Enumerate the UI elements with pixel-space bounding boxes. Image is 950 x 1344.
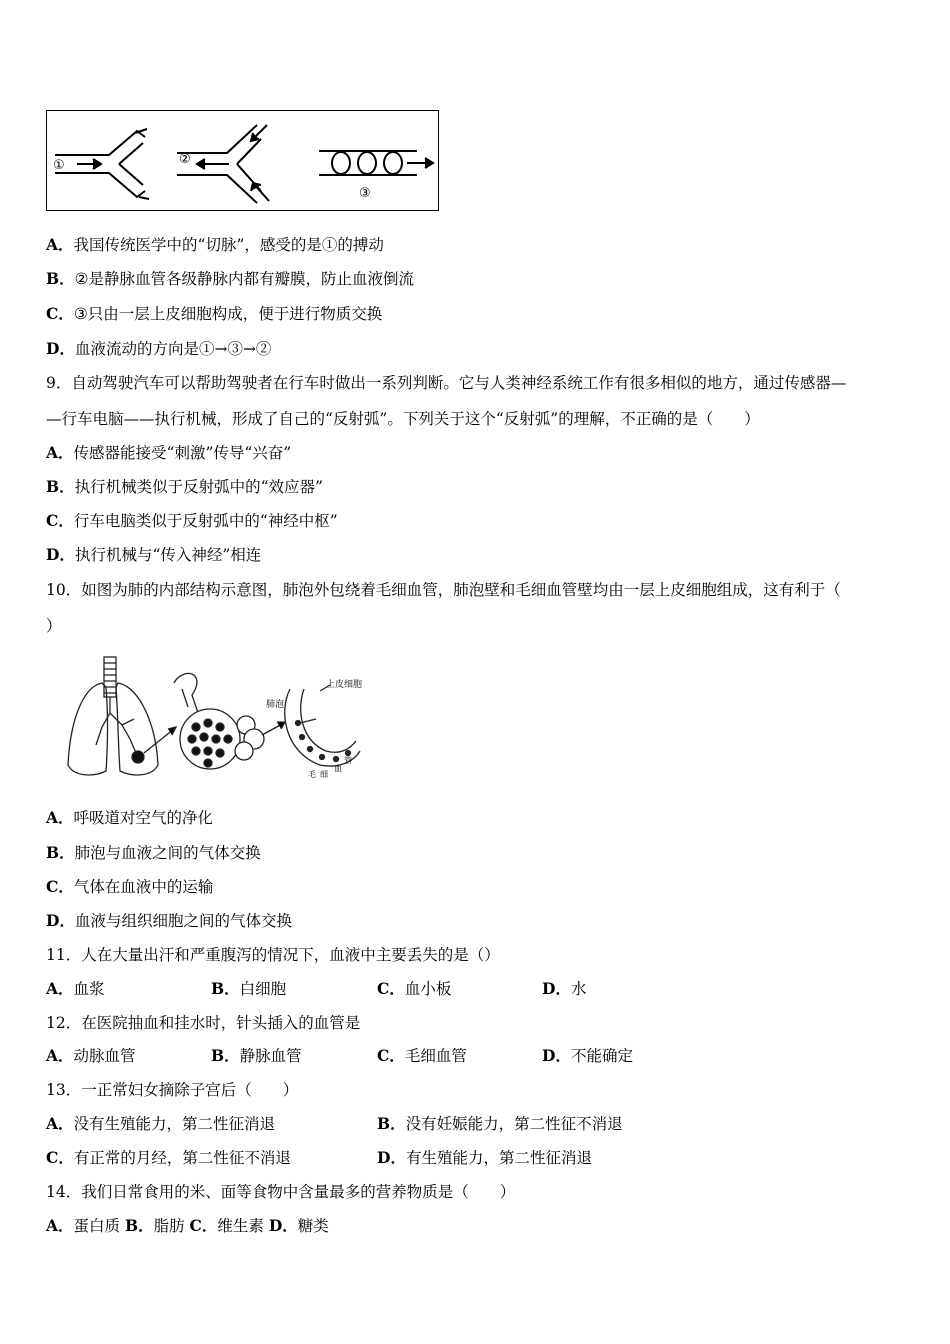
option-letter: D． [542, 1046, 571, 1065]
lung-structure-figure [64, 653, 370, 781]
option-text: 蛋白质 [73, 1217, 121, 1235]
option-letter: D． [377, 1148, 406, 1167]
q14-stem: 14．我们日常食用的米、面等食物中含量最多的营养物质是（ ） [46, 1183, 516, 1201]
option-letter: D． [46, 911, 75, 930]
option-letter: D． [46, 339, 75, 358]
label-epithelium: 上皮细胞 [326, 680, 363, 690]
q9-option-a [46, 443, 291, 463]
option-letter: B． [124, 1216, 154, 1235]
option-text: 脂肪 [153, 1217, 185, 1235]
option-letter: B． [46, 843, 75, 862]
q13-option-a [46, 1114, 275, 1134]
option-letter: D． [268, 1216, 298, 1235]
option-letter: B． [46, 477, 75, 496]
option-text: 没有妊娠能力，第二性征不消退 [405, 1115, 623, 1133]
q11-option-c [377, 979, 451, 999]
label-capillary-4: 管 [344, 756, 352, 765]
option-text: 执行机械与“传入神经”相连 [74, 546, 262, 564]
q10-option-c [46, 877, 213, 897]
option-text: 静脉血管 [239, 1047, 302, 1065]
q10-option-a [46, 808, 213, 828]
option-letter: A． [46, 1216, 74, 1235]
q10-stem-line1: 10．如图为肺的内部结构示意图，肺泡外包绕着毛细血管，肺泡壁和毛细血管壁均由一层上皮细胞组成，这有利于（ [46, 581, 841, 599]
option-text: 不能确定 [570, 1047, 633, 1065]
label-alveolus: 肺泡 [266, 700, 285, 710]
option-text: 传感器能接受“刺激”传导“兴奋” [73, 444, 292, 462]
q11-option-b [211, 979, 286, 999]
option-text: 血浆 [73, 980, 105, 998]
q12-option-c [377, 1046, 467, 1066]
option-letter: B． [377, 1114, 406, 1133]
option-letter: D． [542, 979, 571, 998]
q13-option-b [377, 1114, 623, 1134]
q9-option-c [46, 511, 338, 531]
q10-stem-line2: ） [46, 617, 62, 635]
option-text: 白细胞 [239, 980, 287, 998]
q12-option-d [542, 1046, 633, 1066]
option-text: 行车电脑类似于反射弧中的“神经中枢” [73, 512, 338, 530]
option-text: 执行机械类似于反射弧中的“效应器” [74, 478, 323, 496]
option-text: 气体在血液中的运输 [73, 878, 214, 896]
option-letter: D． [46, 545, 75, 564]
option-letter: A． [46, 1114, 74, 1133]
q9-stem-line1: 9．自动驾驶汽车可以帮助驾驶者在行车时做出一系列判断。它与人类神经系统工作有很多相似的地方，通过传感器— [46, 374, 847, 392]
option-letter: A． [46, 443, 74, 462]
q10-option-d [46, 911, 292, 931]
blood-vessel-diagram [47, 111, 440, 212]
option-letter: B． [46, 269, 75, 288]
option-letter: C． [46, 877, 74, 896]
option-text: 血液与组织细胞之间的气体交换 [74, 912, 292, 930]
option-text: 血小板 [404, 980, 452, 998]
blood-vessel-figure [46, 110, 439, 211]
option-text: 有生殖能力，第二性征消退 [405, 1149, 592, 1167]
q8-option-a [46, 235, 384, 255]
option-text: 糖类 [297, 1217, 329, 1235]
option-text: 肺泡与血液之间的气体交换 [74, 844, 261, 862]
q9-option-d [46, 545, 261, 565]
q14-option-d [269, 1217, 329, 1235]
lung-structure-diagram [64, 653, 370, 781]
vessel-label-2: ② [179, 152, 191, 167]
q13-stem: 13．一正常妇女摘除子宫后（ ） [46, 1081, 299, 1099]
q8-option-c [46, 304, 382, 324]
label-capillary-3: 血 [334, 764, 342, 773]
option-text: 动脉血管 [73, 1047, 136, 1065]
option-letter: A． [46, 979, 74, 998]
option-text: ③只由一层上皮细胞构成，便于进行物质交换 [73, 305, 383, 323]
q12-option-a [46, 1046, 136, 1066]
option-letter: B． [211, 1046, 240, 1065]
q11-stem: 11．人在大量出汗和严重腹泻的情况下，血液中主要丢失的是（） [46, 946, 500, 964]
q13-option-d [377, 1148, 592, 1168]
option-letter: A． [46, 1046, 74, 1065]
vessel-label-3: ③ [359, 186, 371, 201]
option-letter: C． [46, 1148, 74, 1167]
q14-option-a [46, 1217, 120, 1235]
q10-option-b [46, 843, 261, 863]
option-text: 我国传统医学中的“切脉”，感受的是①的搏动 [73, 236, 384, 254]
q14-options [46, 1216, 329, 1236]
option-letter: B． [211, 979, 240, 998]
q12-stem: 12．在医院抽血和挂水时，针头插入的血管是 [46, 1014, 361, 1032]
option-letter: A． [46, 235, 74, 254]
option-letter: C． [189, 1216, 218, 1235]
q14-option-c [190, 1217, 264, 1235]
q11-option-a [46, 979, 105, 999]
label-capillary-1: 毛 [308, 770, 316, 779]
option-text: 呼吸道对空气的净化 [73, 809, 214, 827]
q9-option-b [46, 477, 323, 497]
option-text: 维生素 [217, 1217, 264, 1235]
option-letter: C． [46, 304, 74, 323]
vessel-label-1: ① [53, 158, 65, 173]
option-text: 毛细血管 [404, 1047, 467, 1065]
option-letter: C． [46, 511, 74, 530]
option-text: 没有生殖能力，第二性征消退 [73, 1115, 276, 1133]
label-capillary-2: 细 [320, 770, 328, 779]
q11-option-d [542, 979, 586, 999]
option-letter: A． [46, 808, 74, 827]
option-text: 有正常的月经，第二性征不消退 [73, 1149, 291, 1167]
q14-option-b [125, 1217, 185, 1235]
q12-option-b [211, 1046, 302, 1066]
q9-stem-line2: —行车电脑——执行机械，形成了自己的“反射弧”。下列关于这个“反射弧”的理解，不正确的是（ ） [46, 410, 760, 428]
q8-option-d [46, 339, 271, 359]
option-letter: C． [377, 979, 405, 998]
q8-option-b [46, 269, 414, 289]
option-text: 水 [570, 980, 587, 998]
option-text: ②是静脉血管各级静脉内都有瓣膜，防止血液倒流 [74, 270, 415, 288]
q13-option-c [46, 1148, 291, 1168]
option-text: 血液流动的方向是①→③→② [74, 340, 272, 358]
option-letter: C． [377, 1046, 405, 1065]
